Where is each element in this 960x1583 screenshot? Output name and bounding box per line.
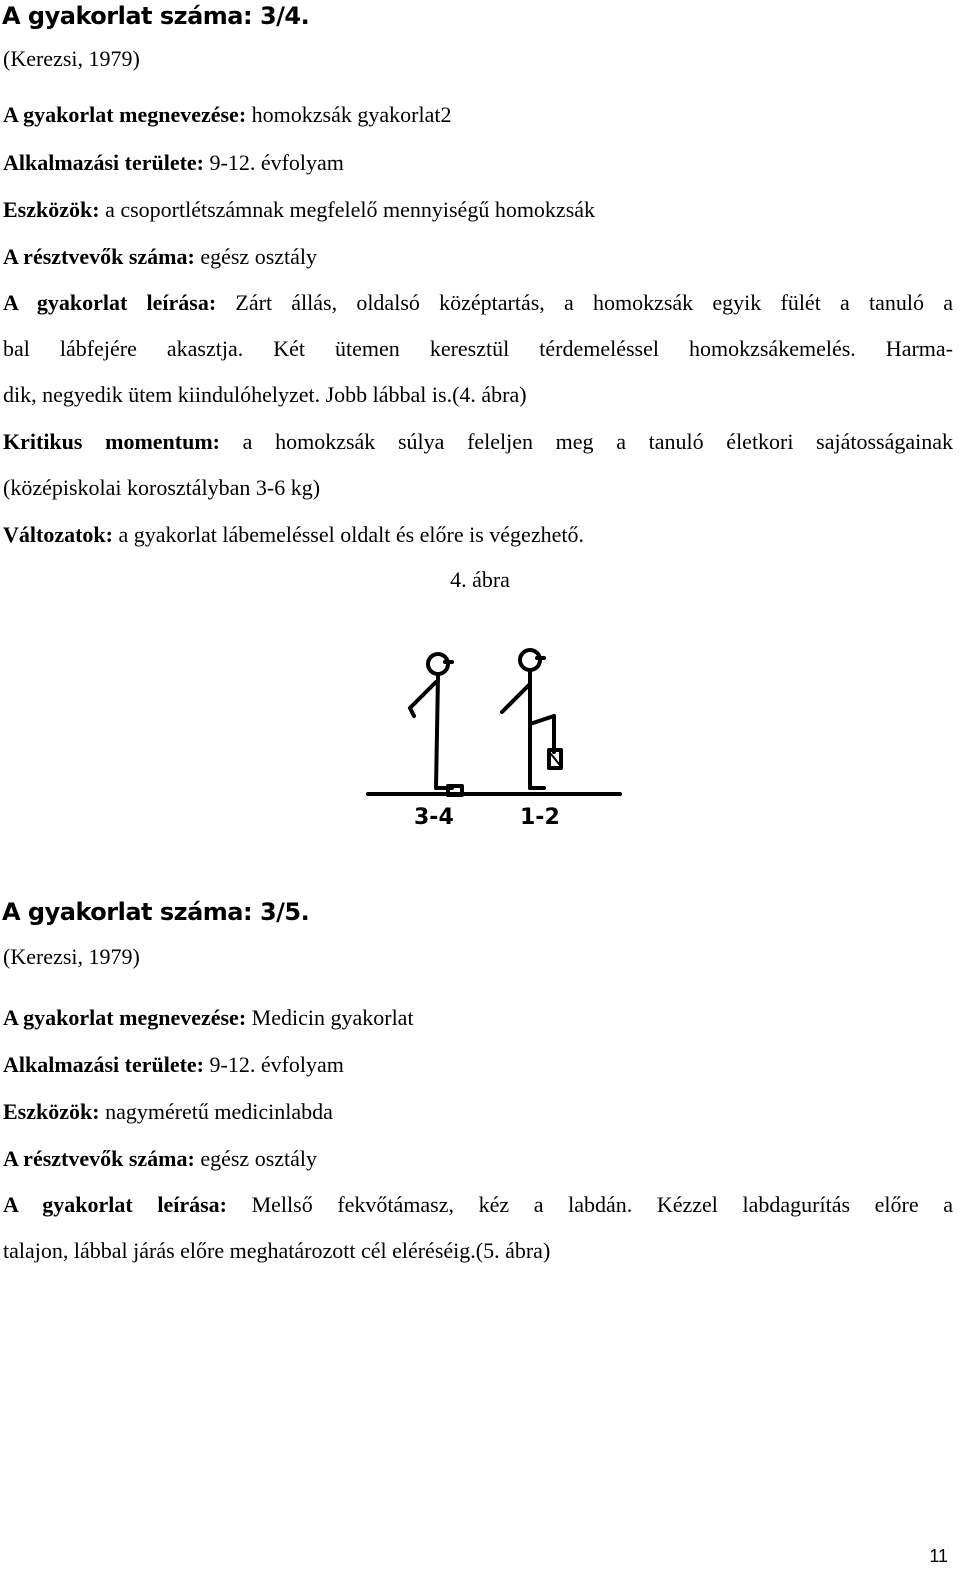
critical-moment-line: (középiskolai korosztályban 3-6 kg): [3, 475, 321, 500]
figure-caption: 4. ábra: [450, 567, 510, 592]
tools-line: [3, 1099, 953, 1125]
application-area-line: [3, 150, 953, 176]
field-value: homokzsák gyakorlat2: [246, 102, 452, 127]
field-label: A gyakorlat megnevezése:: [3, 1005, 247, 1030]
field-label: Alkalmazási területe:: [3, 150, 204, 175]
exercise-name-line: [3, 1005, 953, 1031]
field-label: A résztvevők száma:: [3, 244, 195, 269]
description-line: dik, negyedik ütem kiindulóhelyzet. Jobb lábbal is.(4. ábra): [3, 382, 527, 407]
variants-line: [3, 522, 953, 548]
field-value: nagyméretű medicinlabda: [99, 1099, 333, 1124]
figure-label-beats-1-2: 1-2: [520, 805, 560, 830]
field-label: A gyakorlat leírása:: [3, 1192, 227, 1217]
field-value: a homokzsák súlya feleljen meg a tanuló életkori sajátosságainak: [220, 429, 954, 454]
description-line: talajon, lábbal járás előre meghatározott cél eléréséig.(5. ábra): [3, 1238, 551, 1263]
field-value: Zárt állás, oldalsó középtartás, a homokzsák egyik fülét a tanuló a: [216, 290, 953, 315]
field-label: Kritikus momentum:: [3, 429, 220, 454]
field-value: egész osztály: [194, 244, 318, 269]
source-citation: (Kerezsi, 1979): [3, 944, 140, 969]
critical-moment-line: [3, 429, 953, 455]
field-label: A gyakorlat megnevezése:: [3, 102, 247, 127]
description-line: [3, 1192, 953, 1218]
standing-figure: [410, 654, 452, 788]
participants-line: [3, 244, 953, 270]
field-value: a gyakorlat lábemeléssel oldalt és előre is végezhető.: [112, 522, 584, 547]
description-line: bal lábfejére akasztja. Két ütemen keresztül térdemeléssel homokzsákemelés. Harma-: [3, 336, 953, 361]
field-value: egész osztály: [194, 1146, 318, 1171]
field-label: Alkalmazási területe:: [3, 1052, 204, 1077]
field-label: A gyakorlat leírása:: [3, 290, 217, 315]
page-number: 11: [929, 1546, 948, 1566]
knee-raise-figure: [502, 650, 554, 788]
field-value: 9-12. évfolyam: [204, 1052, 344, 1077]
description-line: [3, 290, 953, 316]
sandbag-on-ground: [448, 786, 462, 795]
field-label: A résztvevők száma:: [3, 1146, 195, 1171]
field-label: Eszközök:: [3, 197, 100, 222]
section-title: A gyakorlat száma: 3/4.: [2, 2, 310, 30]
source-citation: (Kerezsi, 1979): [3, 46, 140, 71]
figure-label-beats-3-4: 3-4: [414, 805, 454, 830]
stick-figure-illustration: [330, 612, 630, 852]
field-value: Mellső fekvőtámasz, kéz a labdán. Kézzel labdagurítás előre a: [226, 1192, 953, 1217]
field-value: a csoportlétszámnak megfelelő mennyiségű homokzsák: [99, 197, 596, 222]
tools-line: [3, 197, 953, 223]
field-label: Eszközök:: [3, 1099, 100, 1124]
participants-line: [3, 1146, 953, 1172]
field-label: Változatok:: [3, 522, 113, 547]
field-value: 9-12. évfolyam: [204, 150, 344, 175]
field-value: Medicin gyakorlat: [246, 1005, 414, 1030]
exercise-name-line: [3, 102, 953, 128]
application-area-line: [3, 1052, 953, 1078]
section-title: A gyakorlat száma: 3/5.: [2, 898, 310, 926]
